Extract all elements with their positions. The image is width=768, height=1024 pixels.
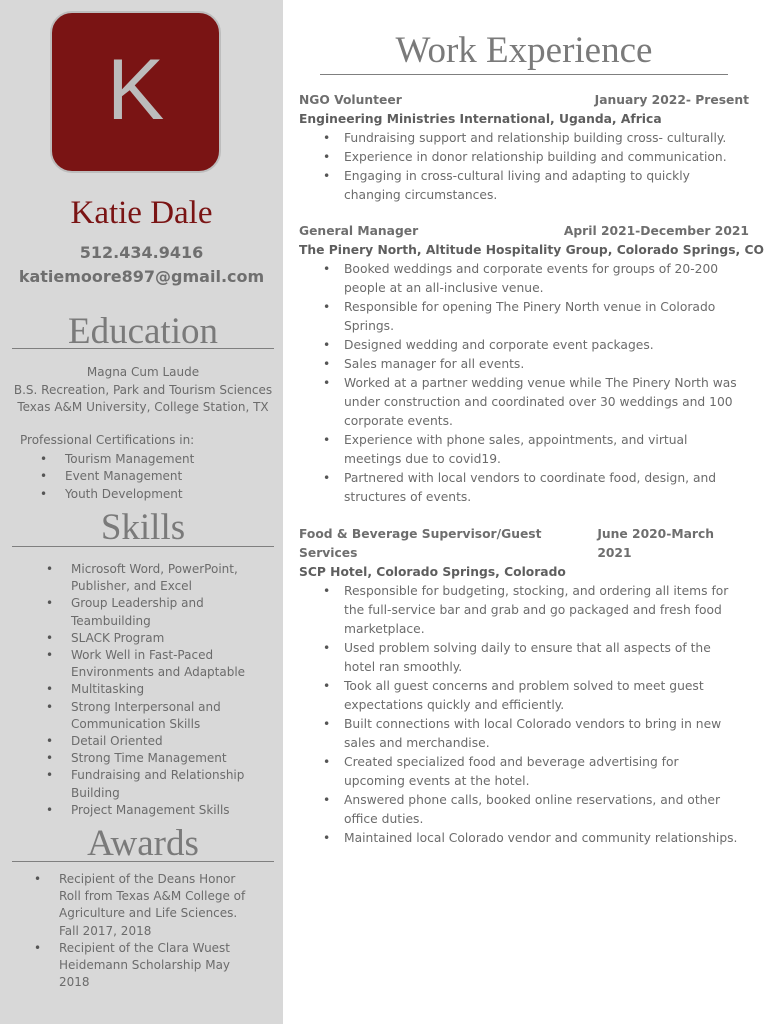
job-bullet: • Engaging in cross-cultural living and adapting to quickly changing circumstances.: [299, 167, 749, 205]
skill-item: • Fundraising and Relationship Building: [40, 767, 280, 801]
skill-item: • Project Management Skills: [40, 802, 280, 819]
job-title: NGO Volunteer: [299, 93, 402, 107]
job-organization: The Pinery North, Altitude Hospitality Group, Colorado Springs, CO: [299, 243, 764, 257]
skill-item: • Multitasking: [40, 681, 280, 698]
job-header: [299, 222, 749, 241]
job-title: General Manager: [299, 224, 419, 238]
education-school: Texas A&M University, College Station, TX: [17, 400, 269, 414]
award-item: • Recipient of the Clara Wuest Heidemann Scholarship May 2018: [28, 940, 258, 992]
job-bullet: • Booked weddings and corporate events for groups of 20-200 people at an all-inclusive venue.: [299, 260, 749, 298]
certification-item: • Event Management: [20, 468, 275, 486]
job-entry: [299, 222, 764, 507]
job-bullet: • Responsible for budgeting, stocking, and ordering all items for the full-service bar and grab and go packaged and fresh food marketplace.: [299, 582, 749, 639]
job-bullet: • Responsible for opening The Pinery North venue in Colorado Springs.: [299, 298, 749, 336]
skill-item: • Strong Time Management: [40, 750, 280, 767]
skill-item: • Group Leadership and Teambuilding: [40, 595, 280, 629]
email-address: katiemoore897@gmail.com: [18, 267, 265, 286]
certifications-list: [20, 451, 275, 504]
work-experience-heading: Work Experience: [395, 30, 653, 71]
education-honor: Magna Cum Laude: [86, 365, 200, 379]
job-dates: January 2022- Present: [594, 93, 749, 107]
awards-heading: Awards: [12, 824, 274, 862]
heading-divider: [320, 74, 728, 75]
certification-item: • Tourism Management: [20, 451, 275, 469]
job-dates: June 2020-March 2021: [597, 527, 714, 560]
certification-item: • Youth Development: [20, 486, 275, 504]
job-header: [299, 91, 749, 110]
job-entry: [299, 91, 749, 205]
monogram-badge: [50, 11, 221, 173]
job-bullets: [299, 582, 749, 848]
job-bullet: • Built connections with local Colorado vendors to bring in new sales and merchandise.: [299, 715, 749, 753]
skill-item: • Detail Oriented: [40, 733, 280, 750]
job-bullet: • Designed wedding and corporate event packages.: [299, 336, 749, 355]
skill-item: • Strong Interpersonal and Communication Skills: [40, 699, 280, 733]
job-header: [299, 525, 749, 563]
job-bullet: • Sales manager for all events.: [299, 355, 749, 374]
job-bullet: • Answered phone calls, booked online reservations, and other office duties.: [299, 791, 749, 829]
job-entry: [299, 525, 749, 848]
phone-number: 512.434.9416: [79, 243, 204, 262]
job-organization: SCP Hotel, Colorado Springs, Colorado: [299, 565, 566, 579]
skill-item: • Work Well in Fast-Paced Environments and Adaptable: [40, 647, 280, 681]
job-bullet: • Used problem solving daily to ensure that all aspects of the hotel ran smoothly.: [299, 639, 749, 677]
skills-list: [40, 561, 280, 819]
job-bullet: • Maintained local Colorado vendor and community relationships.: [299, 829, 749, 848]
skill-item: • Microsoft Word, PowerPoint, Publisher, and Excel: [40, 561, 280, 595]
job-bullet: • Fundraising support and relationship building cross- culturally.: [299, 129, 749, 148]
award-item: • Recipient of the Deans Honor Roll from Texas A&M College of Agriculture and Life Sciences. Fall 2017, 2018: [28, 871, 258, 940]
job-bullets: [299, 129, 749, 205]
certifications-label: Professional Certifications in:: [20, 433, 195, 447]
skills-heading: Skills: [12, 508, 274, 547]
job-bullet: • Experience with phone sales, appointments, and virtual meetings due to covid19.: [299, 431, 749, 469]
sidebar: [0, 0, 283, 1024]
job-title: Food & Beverage Supervisor/Guest Services: [299, 527, 542, 560]
job-organization: Engineering Ministries International, Uganda, Africa: [299, 112, 662, 126]
job-bullet: • Took all guest concerns and problem solved to meet guest expectations quickly and efficiently.: [299, 677, 749, 715]
monogram-letter: K: [106, 42, 165, 138]
job-bullet: • Partnered with local vendors to coordinate food, design, and structures of events.: [299, 469, 749, 507]
education-degree: B.S. Recreation, Park and Tourism Sciences: [13, 382, 273, 397]
job-bullet: • Created specialized food and beverage advertising for upcoming events at the hotel.: [299, 753, 749, 791]
certifications: [20, 432, 275, 503]
job-bullets: [299, 260, 749, 507]
awards-list: [28, 871, 258, 991]
skill-item: • SLACK Program: [40, 630, 280, 647]
job-bullet: • Worked at a partner wedding venue while The Pinery North was under construction and coordinated over 30 weddings and 100 corporate events.: [299, 374, 749, 431]
job-dates: April 2021-December 2021: [563, 224, 749, 238]
job-bullet: • Experience in donor relationship building and communication.: [299, 148, 749, 167]
education-heading: Education: [12, 312, 274, 349]
education-details: [12, 364, 274, 417]
candidate-name: Katie Dale: [70, 195, 213, 231]
